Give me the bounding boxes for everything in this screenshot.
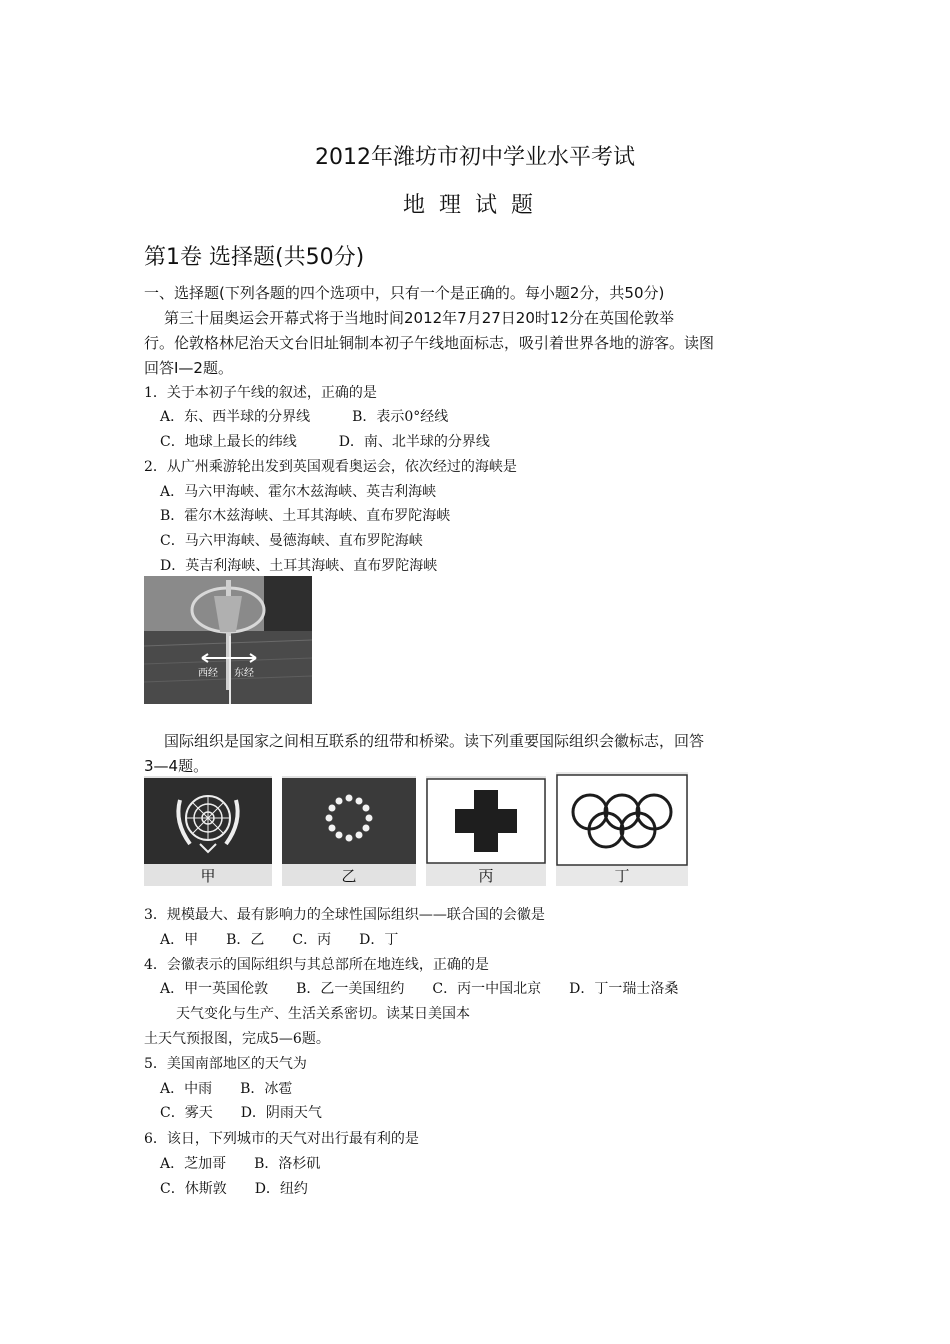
- passage-3-line-2: 土天气预报图，完成5—6题。: [144, 1031, 330, 1047]
- passage-1-line-1: 第三十届奥运会开幕式将于当地时间2012年7月27日20时12分在英国伦敦举: [164, 309, 674, 327]
- passage-3-line-1: 天气变化与生产、生活关系密切。读某日美国本: [176, 1006, 470, 1022]
- emblem-yi-label: 乙: [341, 867, 357, 885]
- emblem-bing-label: 丙: [478, 867, 494, 885]
- emblem-yi: [282, 776, 416, 886]
- question-2-option-c: C．马六甲海峡、曼德海峡、直布罗陀海峡: [160, 533, 423, 549]
- olympic-rings-icon: [556, 774, 688, 866]
- passage-1-line-3: 回答I—2题。: [144, 359, 233, 377]
- question-1-options-row-1: A．东、西半球的分界线 B．表示0°经线: [160, 409, 449, 425]
- question-2-stem: 2．从广州乘游轮出发到英国观看奥运会，依次经过的海峡是: [144, 459, 517, 475]
- question-6-options-row-1: A．芝加哥 B．洛杉矶: [160, 1156, 321, 1172]
- question-2-option-b: B．霍尔木兹海峡、土耳其海峡、直布罗陀海峡: [160, 508, 451, 524]
- east-longitude-label: 东经: [234, 668, 254, 679]
- eu-emblem-icon: [282, 778, 416, 864]
- un-emblem-icon: [144, 778, 272, 864]
- question-2-option-d: D．英吉利海峡、土耳其海峡、直布罗陀海峡: [160, 558, 438, 574]
- question-3-options: A．甲 B．乙 C．丙 D．丁: [160, 932, 399, 948]
- passage-1-line-2: 行。伦敦格林尼治天文台旧址铜制本初子午线地面标志，吸引着世界各地的游客。读图: [144, 334, 715, 352]
- emblem-ding: [556, 772, 688, 886]
- question-6-stem: 6．该日，下列城市的天气对出行最有利的是: [144, 1131, 419, 1147]
- question-2-option-a: A．马六甲海峡、霍尔木兹海峡、英吉利海峡: [160, 484, 437, 500]
- passage-2-line-1: 国际组织是国家之间相互联系的纽带和桥梁。读下列重要国际组织会徽标志，回答: [164, 732, 705, 750]
- exam-title: 2012年潍坊市初中学业水平考试: [315, 145, 635, 170]
- question-5-options-row-2: C．雾天 D．阴雨天气: [160, 1105, 322, 1121]
- emblem-jia: [144, 776, 272, 886]
- red-cross-emblem-icon: [426, 778, 546, 864]
- instructions: 一、选择题(下列各题的四个选项中，只有一个是正确的。每小题2分，共50分): [144, 284, 665, 302]
- meridian-photo-illustration: [144, 576, 312, 704]
- question-5-options-row-1: A．中雨 B．冰雹: [160, 1081, 293, 1097]
- question-6-options-row-2: C．休斯敦 D．纽约: [160, 1181, 308, 1197]
- question-1-stem: 1．关于本初子午线的叙述，正确的是: [144, 385, 377, 401]
- passage-2-line-2: 3—4题。: [144, 757, 209, 775]
- section-heading: 第1卷 选择题(共50分): [144, 245, 365, 270]
- question-4-stem: 4．会徽表示的国际组织与其总部所在地连线，正确的是: [144, 957, 489, 973]
- question-5-stem: 5．美国南部地区的天气为: [144, 1056, 307, 1072]
- subject-title: 地理试题: [402, 193, 547, 218]
- emblem-ding-label: 丁: [614, 867, 630, 885]
- greenwich-meridian-photo: [144, 576, 312, 704]
- emblem-jia-label: 甲: [200, 867, 216, 885]
- emblem-bing: [426, 776, 546, 886]
- question-4-options: A．甲一英国伦敦 B．乙一美国纽约 C．丙一中国北京 D．丁一瑞士洛桑: [160, 981, 679, 997]
- question-1-options-row-2: C．地球上最长的纬线 D．南、北半球的分界线: [160, 434, 490, 450]
- west-longitude-label: 西经: [198, 668, 218, 679]
- question-3-stem: 3．规模最大、最有影响力的全球性国际组织——联合国的会徽是: [144, 907, 545, 923]
